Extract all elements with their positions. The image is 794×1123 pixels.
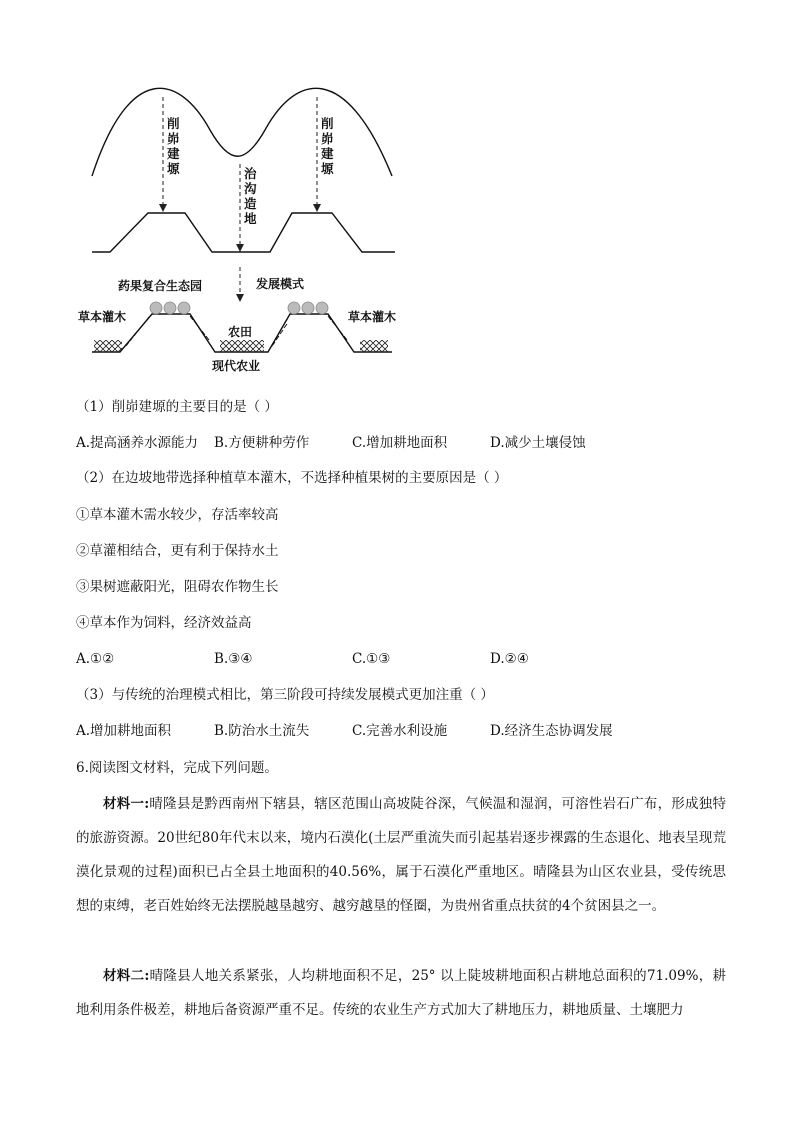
center-arrow-label: 治沟造地: [244, 166, 257, 226]
q3-option-a[interactable]: A.增加耕地面积: [76, 723, 172, 739]
modern-agriculture-label: 现代农业: [212, 359, 261, 373]
q3-option-b[interactable]: B.防治水土流失: [214, 723, 310, 739]
material-1-label: 材料一:: [103, 796, 150, 812]
q1-option-d[interactable]: D.减少土壤侵蚀: [490, 435, 586, 451]
shrub-label-right: 草本灌木: [348, 310, 397, 324]
farmland-label: 农田: [228, 325, 253, 339]
shrub-patch-right: [360, 340, 388, 352]
q2-statement-3: ③果树遮蔽阳光，阻碍农作物生长: [76, 579, 279, 595]
right-arrow-label: 削峁建塬: [321, 116, 334, 176]
material-2-label: 材料二:: [103, 968, 150, 984]
material-2-text: 晴隆县人地关系紧张，人均耕地面积不足，25° 以上陡坡耕地面积占耕地总面积的71.09%，耕地利用条件极差，耕地后备资源严重不足。传统的农业生产方式加大了耕地压力，耕地质量、土壤肥力: [76, 968, 727, 1018]
shrub-patch-left: [94, 340, 122, 352]
original-hills-curve: [92, 88, 392, 176]
q6-material-1: [76, 787, 726, 923]
orchard-trees: [150, 302, 328, 314]
q1-option-b[interactable]: B.方便耕种劳作: [214, 435, 310, 451]
mode-label: 发展模式: [256, 277, 305, 291]
left-arrow-label: 削峁建塬: [167, 116, 180, 176]
q1-stem: （1）削峁建塬的主要目的是（ ）: [76, 399, 278, 415]
q3-stem: （3）与传统的治理模式相比，第三阶段可持续发展模式更加注重（ ）: [76, 687, 494, 703]
orchard-label: 药果复合生态园: [118, 279, 203, 293]
q6-material-2: [76, 959, 726, 1027]
farmland-patch: [220, 340, 264, 352]
shrub-label-left: 草本灌木: [78, 310, 127, 324]
q2-statement-1: ①草本灌木需水较少，存活率较高: [76, 507, 279, 523]
terrace-transformation-diagram: [70, 70, 410, 380]
q2-option-a[interactable]: A.①②: [76, 651, 115, 667]
q2-stem: （2）在边坡地带选择种植草本灌木，不选择种植果树的主要原因是（ ）: [76, 470, 508, 486]
q6-title: 6.阅读图文材料，完成下列问题。: [76, 760, 278, 776]
q1-option-c[interactable]: C.增加耕地面积: [352, 435, 448, 451]
q3-option-c[interactable]: C.完善水利设施: [352, 723, 448, 739]
q2-option-d[interactable]: D.②④: [490, 651, 529, 667]
q2-statement-4: ④草本作为饲料，经济效益高: [76, 615, 252, 631]
q2-statement-2: ②草灌相结合，更有利于保持水土: [76, 543, 279, 559]
q1-option-a[interactable]: A.提高涵养水源能力: [76, 435, 199, 451]
q2-option-c[interactable]: C.①③: [352, 651, 391, 667]
q2-option-b[interactable]: B.③④: [214, 651, 253, 667]
material-1-text: 晴隆县是黔西南州下辖县，辖区范围山高坡陡谷深，气候温和湿润，可溶性岩石广布，形成独特的旅游资源。20世纪80年代末以来，境内石漠化(土层严重流失而引起基岩逐步裸露的生态退化、地表呈现荒漠化景观的过程)面积已占全县土地面积的40.56%，属于石漠化严重地区。晴隆县为山区农业县，受传统思想的束缚，老百姓始终无法摆脱越垦越穷、越穷越垦的怪圈，为贵州省重点扶贫的4个贫困县之一。: [76, 796, 727, 914]
q3-option-d[interactable]: D.经济生态协调发展: [490, 723, 613, 739]
